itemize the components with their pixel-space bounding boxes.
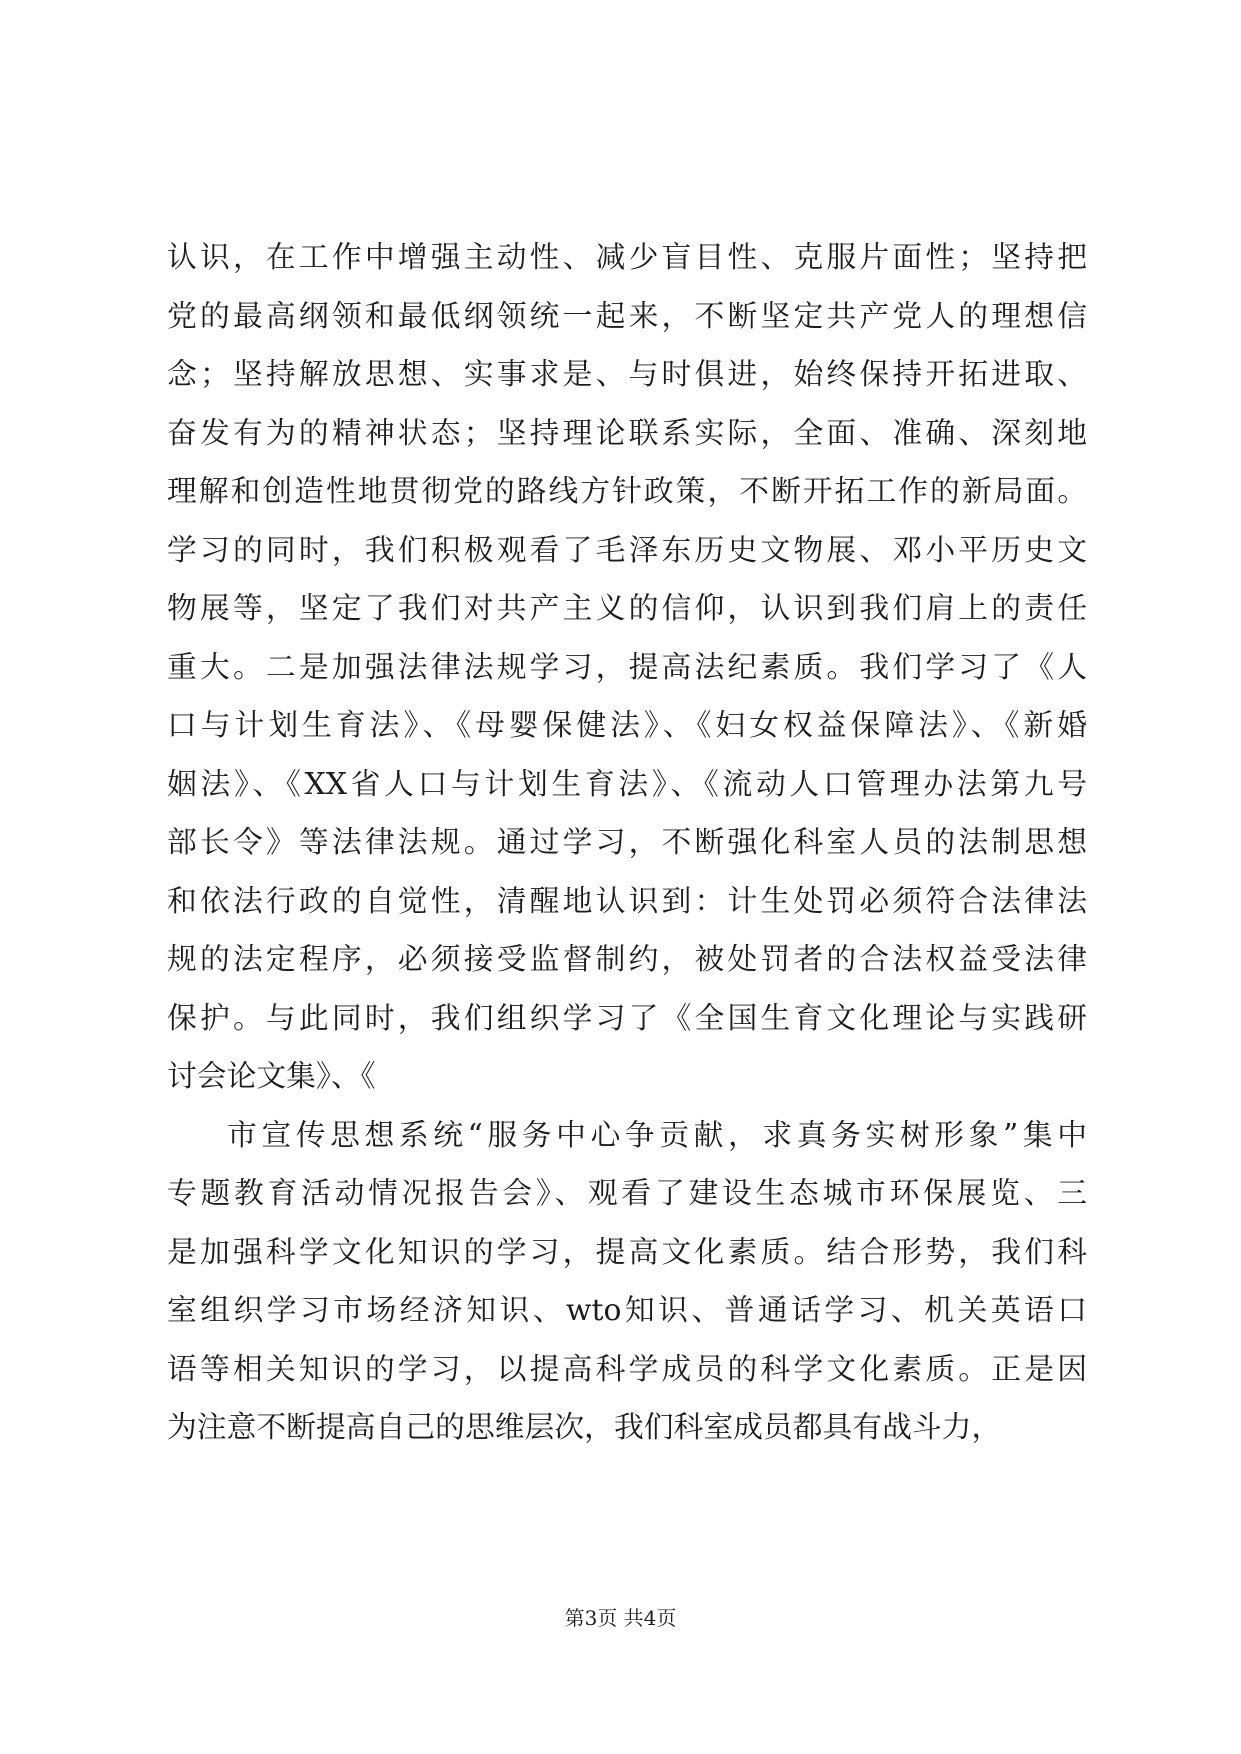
body-text: [167, 229, 1087, 1458]
text-line: 规的法定程序，必须接受监督制约，被处罚者的合法权益受法律: [167, 942, 1087, 977]
text-line: 是加强科学文化知识的学习，提高文化素质。结合形势，我们科: [167, 1234, 1087, 1270]
text-line: 认识，在工作中增强主动性、减少盲目性、克服片面性；坚持把: [167, 240, 1087, 275]
text-line: 语等相关知识的学习，以提高科学成员的科学文化素质。正是因: [167, 1351, 1087, 1387]
text-line: 学习的同时，我们积极观看了毛泽东历史文物展、邓小平历史文: [167, 532, 1087, 568]
text-line: 姻法》、《XX省人口与计划生育法》、《流动人口管理办法第九号: [167, 766, 1087, 802]
text-line: 奋发有为的精神状态；坚持理论联系实际，全面、准确、深刻地: [167, 415, 1087, 451]
text-line: 重大。二是加强法律法规学习，提高法纪素质。我们学习了《人: [167, 649, 1087, 685]
text-line: 市宣传思想系统“服务中心争贡献，求真务实树形象”集中: [227, 1117, 1087, 1153]
page-footer: 第3页 共4页: [564, 1606, 677, 1630]
text-line: 理解和创造性地贯彻党的路线方针政策，不断开拓工作的新局面。: [167, 474, 1087, 509]
text-line: 保护。与此同时，我们组织学习了《全国生育文化理论与实践研: [167, 1000, 1087, 1036]
text-line: 部长令》等法律法规。通过学习，不断强化科室人员的法制思想: [167, 825, 1087, 860]
text-line: 室组织学习市场经济知识、wto知识、普通话学习、机关英语口: [167, 1293, 1087, 1328]
text-line: 物展等，坚定了我们对共产主义的信仰，认识到我们肩上的责任: [167, 591, 1087, 626]
text-line: 为注意不断提高自己的思维层次，我们科室成员都具有战斗力，: [167, 1410, 1002, 1445]
text-line: 讨会论文集》、《: [167, 1059, 376, 1094]
text-line: 念；坚持解放思想、实事求是、与时俱进，始终保持开拓进取、: [167, 357, 1087, 392]
text-line: 口与计划生育法》、《母婴保健法》、《妇女权益保障法》、《新婚: [167, 708, 1087, 743]
text-line: 专题教育活动情况报告会》、观看了建设生态城市环保展览、三: [167, 1176, 1087, 1211]
text-line: 和依法行政的自觉性，清醒地认识到：计生处罚必须符合法律法: [167, 883, 1087, 919]
text-line: 党的最高纲领和最低纲领统一起来，不断坚定共产党人的理想信: [167, 298, 1087, 334]
